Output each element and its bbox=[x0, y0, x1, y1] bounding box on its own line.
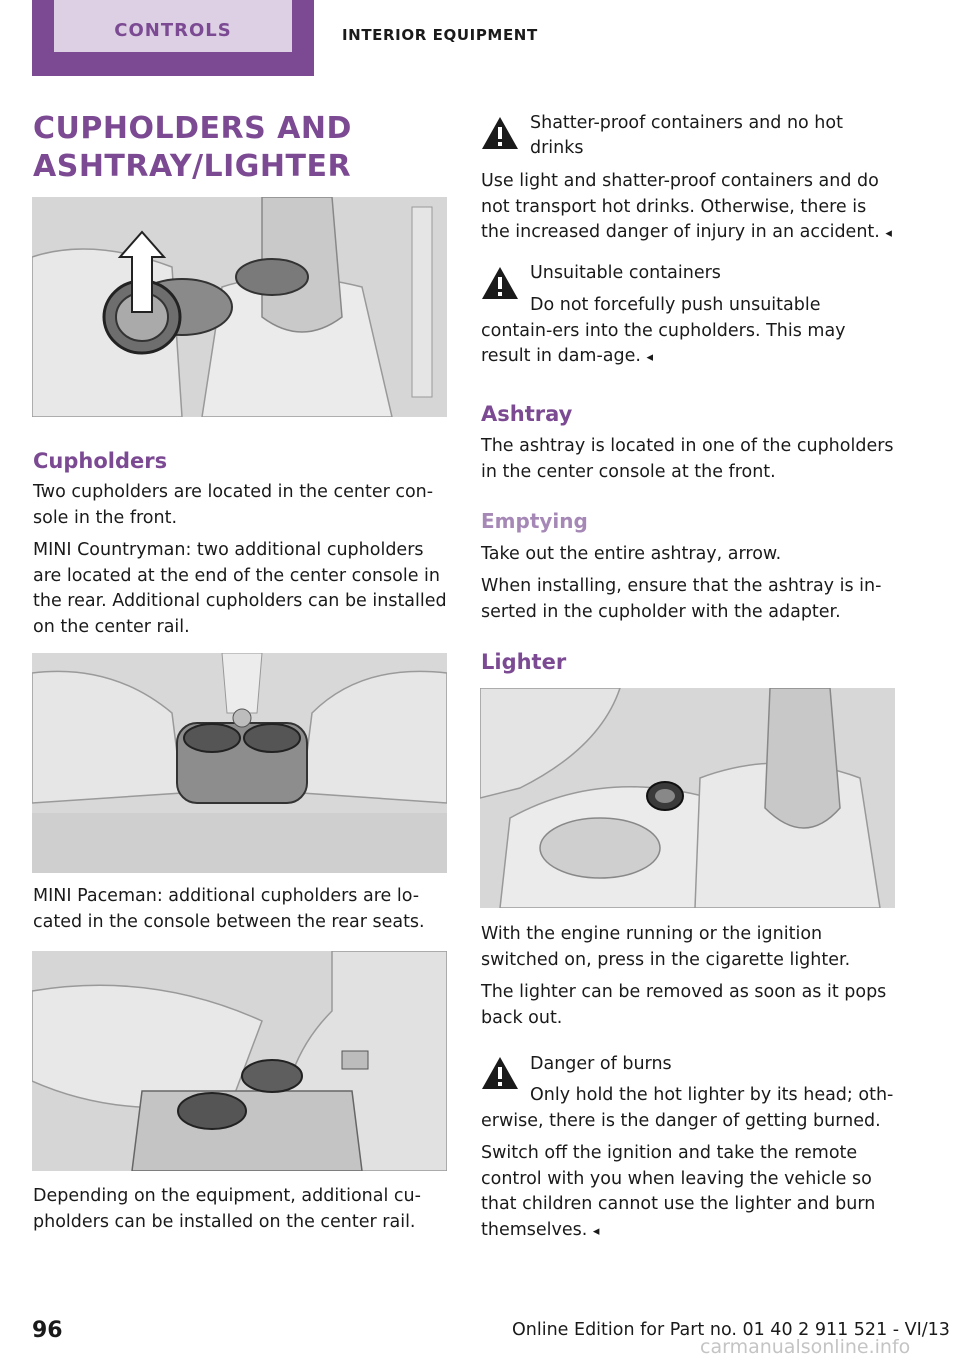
lighter-paragraph-3 bbox=[481, 1141, 896, 1244]
lighter-paragraph-1: With the engine running or the ignition switched on, press in the cigarette lighter. bbox=[481, 924, 851, 970]
chapter-tab-inner bbox=[54, 0, 292, 52]
cupholders-heading: Cupholders bbox=[33, 449, 168, 473]
warning-1-body-text: Use light and shatter-proof containers and do not transport hot drinks. Otherwise, there is the increased danger of injury in an accident. bbox=[481, 171, 880, 242]
figure-cigarette-lighter bbox=[480, 688, 895, 908]
section-label: INTERIOR EQUIPMENT bbox=[342, 26, 538, 44]
cupholders-paragraph-1: Two cupholders are located in the center con-sole in the front. bbox=[33, 482, 434, 528]
lighter-heading: Lighter bbox=[481, 650, 567, 674]
figure-front-cupholders-ashtray bbox=[32, 197, 447, 417]
end-mark: ◂ bbox=[885, 226, 892, 241]
warning-3-body: Only hold the hot lighter by its head; oth-erwise, there is the danger of getting burned. bbox=[481, 1085, 894, 1131]
warning-1-body bbox=[481, 169, 896, 247]
chapter-tab bbox=[32, 0, 314, 76]
emptying-paragraph-1: Take out the entire ashtray, arrow. bbox=[481, 544, 782, 564]
emptying-paragraph-2: When installing, ensure that the ashtray is in-serted in the cupholder with the adapter. bbox=[481, 576, 882, 622]
edition-footer: Online Edition for Part no. 01 40 2 911 521 - VI/13 bbox=[512, 1320, 950, 1340]
lighter-paragraph-3-text: Switch off the ignition and take the remote control with you when leaving the vehicle so that children cannot use the lighter and burn themselves. bbox=[481, 1143, 876, 1240]
chapter-label: CONTROLS bbox=[114, 20, 232, 41]
paceman-paragraph: MINI Paceman: additional cupholders are lo-cated in the console between the rear seats. bbox=[33, 886, 425, 932]
end-mark: ◂ bbox=[646, 350, 654, 365]
end-mark: ◂ bbox=[592, 1223, 600, 1239]
equipment-paragraph: Depending on the equipment, additional cu-pholders can be installed on the center rail. bbox=[33, 1186, 421, 1232]
ashtray-paragraph: The ashtray is located in one of the cupholders in the center console at the front. bbox=[481, 436, 894, 482]
ashtray-heading: Ashtray bbox=[481, 402, 573, 426]
warning-2-body-text: Do not forcefully push unsuitable contain-ers into the cupholders. This may result in dam-age. bbox=[481, 295, 846, 366]
warning-2-body bbox=[481, 293, 896, 371]
warning-2-title: Unsuitable containers bbox=[530, 263, 721, 283]
warning-triangle-icon bbox=[480, 115, 520, 151]
lighter-paragraph-2: The lighter can be removed as soon as it pops back out. bbox=[481, 982, 887, 1028]
emptying-heading: Emptying bbox=[481, 509, 588, 533]
page-number: 96 bbox=[32, 1318, 63, 1343]
page-title: CUPHOLDERS AND ASHTRAY/LIGHTER bbox=[33, 111, 352, 184]
warning-3-title: Danger of burns bbox=[530, 1054, 672, 1074]
figure-paceman-rear-cupholders bbox=[32, 951, 447, 1171]
figure-countryman-rear-cupholders bbox=[32, 653, 447, 873]
cupholders-paragraph-2: MINI Countryman: two additional cupholders are located at the end of the center console in the rear. Additional cupholders can be installed on the center rail. bbox=[33, 540, 447, 637]
warning-1-title: Shatter-proof containers and no hot drinks bbox=[530, 113, 843, 158]
watermark: carmanualsonline.info bbox=[700, 1336, 911, 1358]
